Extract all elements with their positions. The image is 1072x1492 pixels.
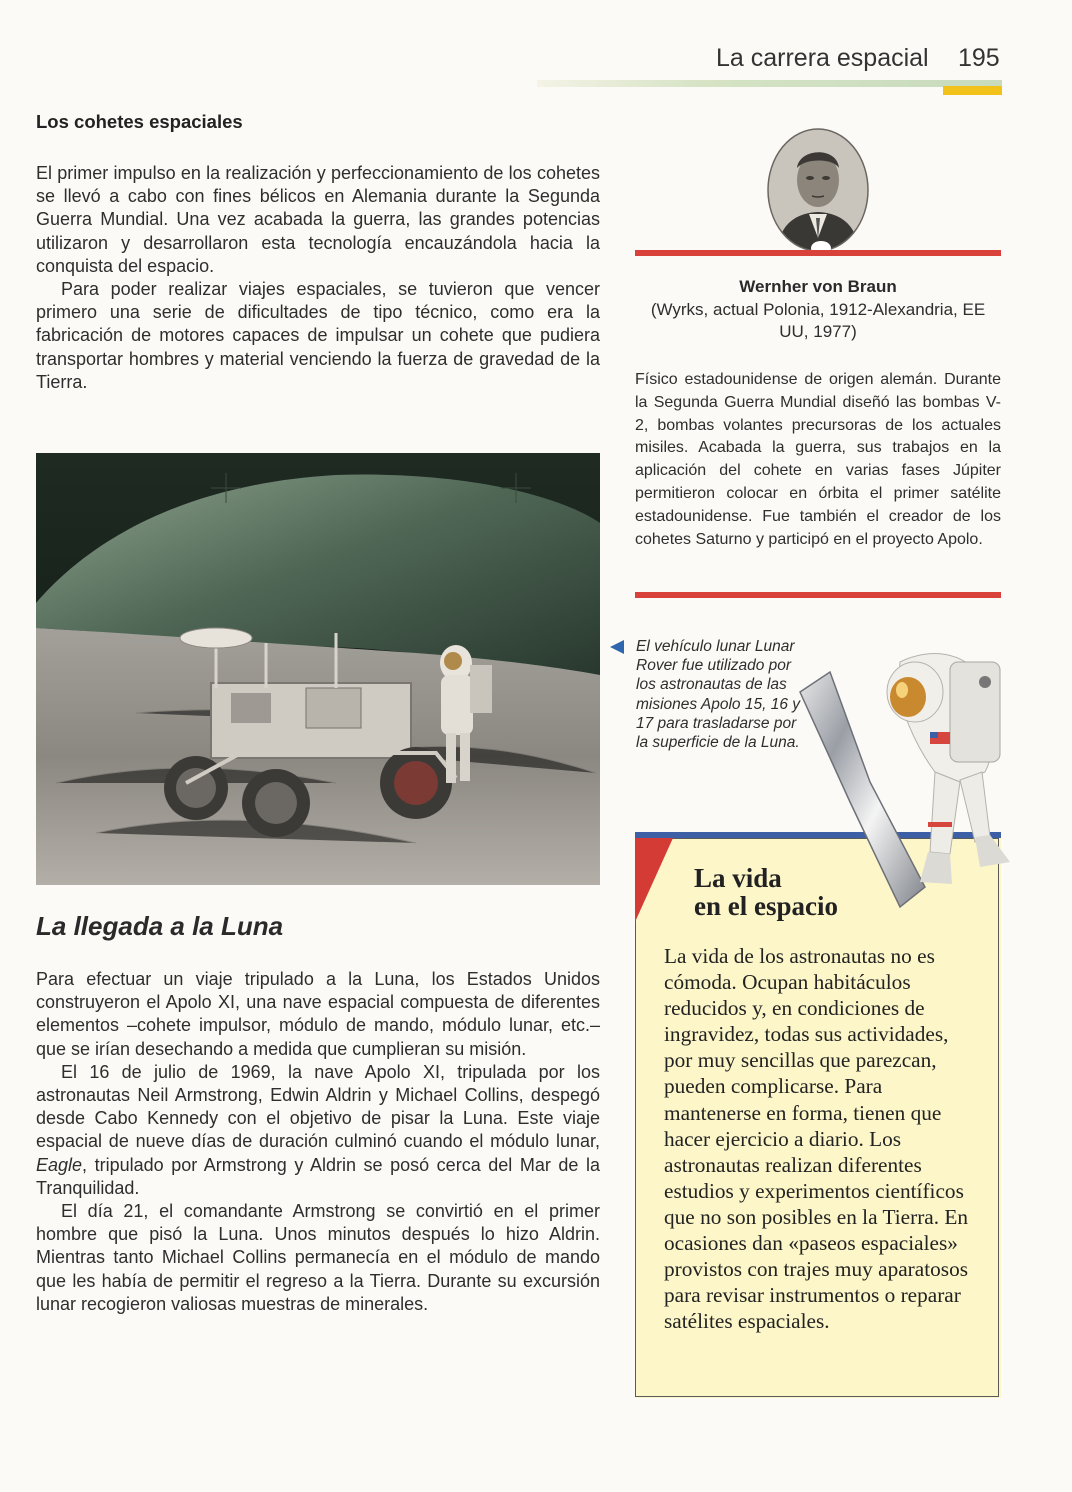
- photo-caption: El vehículo lunar Lunar Rover fue utilizado por los astronautas de las misiones Apolo 15, 16 y 17 para trasladarse por la superficie de la Luna.: [636, 638, 800, 752]
- luna-heading: La llegada a la Luna: [36, 911, 284, 941]
- header-rule: [537, 80, 1002, 87]
- eagle-name: Eagle: [36, 1154, 83, 1175]
- intro-text: [36, 162, 600, 394]
- page-number: 195: [958, 44, 1000, 72]
- intro-paragraph-2: Para poder realizar viajes espaciales, se tuvieron que vencer primero una serie de dificultades de tipo técnico, como era la fabricación de motores capaces de impulsar un cohete que pudiera transportar hombres y material venciendo la fuerza de gravedad de la Tierra.: [36, 279, 600, 392]
- luna-paragraph-2: El 16 de julio de 1969, la nave Apolo XI, tripulada por los astronautas Neil Armstrong, Edwin Aldrin y Michael Collins, despegó desde Cabo Kennedy con el objetivo de pisar la Luna. Este viaje espacial de nueve días de duración culminó cuando el módulo lunar, Eagle, tripulado por Armstrong y Aldrin se posó cerca del Mar de la Tranquilidad.: [36, 1061, 600, 1198]
- spacewalk-astronaut-image: [790, 622, 1022, 932]
- luna-paragraph-3: El día 21, el comandante Armstrong se convirtió en el primer hombre que pisó la Luna. Unos minutos después lo hizo Aldrin. Mientras tanto Michael Collins permanecía en el módulo de mando que les había de permitir el regreso a la Tierra. Durante su excursión lunar recogieron valiosas muestras de minerales.: [36, 1201, 600, 1314]
- biography-top-rule: [635, 250, 1001, 256]
- space-life-box-text: La vida de los astronautas no es cómoda. Ocupan habitáculos reducidos y, en condiciones de ingravidez, todas sus actividades, por muy sencillas que parezcan, pueden complicarse. Para mantenerse en forma, tienen que hacer ejercicio a diario. Los astronautas realizan diferentes estudios y experimentos científicos que no son posibles en la Tierra. En ocasiones dan «paseos espaciales» provistos con trajes muy aparatosos para revisar instrumentos o reparar satélites espaciales.: [664, 944, 969, 1334]
- header-accent-bar: [943, 86, 1002, 95]
- intro-paragraph-1: El primer impulso en la realización y perfeccionamiento de los cohetes se llevó a cabo con fines bélicos en Alemania durante la Segunda Guerra Mundial. Una vez acabada la guerra, las grandes potencias utilizaron y desarrollaron esta tecnología encauzándola hacia la conquista del espacio.: [36, 163, 600, 276]
- luna-text: [36, 968, 600, 1316]
- biography-name: Wernher von Braun: [739, 277, 897, 296]
- lunar-rover-photo: [36, 453, 600, 885]
- space-life-box-corner: [635, 838, 673, 922]
- page-header-title: La carrera espacial: [716, 44, 929, 72]
- biography-dates: (Wyrks, actual Polonia, 1912-Alexandria, EE UU, 1977): [650, 300, 986, 341]
- biography-bottom-rule: [635, 592, 1001, 598]
- von-braun-portrait: [767, 128, 869, 253]
- luna-paragraph-1: Para efectuar un viaje tripulado a la Luna, los Estados Unidos construyeron el Apolo XI, una nave espacial compuesta de diferentes elementos –cohete impulsor, módulo de mando, módulo lunar, etc.– que se irían desechando a medida que cumplieran su misión.: [36, 969, 600, 1059]
- space-life-box-title: La vida en el espacio: [694, 863, 838, 921]
- caption-pointer-icon: [610, 640, 624, 654]
- biography-text: Físico estadounidense de origen alemán. Durante la Segunda Guerra Mundial diseñó las bombas V-2, bombas volantes precursoras de los actuales misiles. Acabada la guerra, sus trabajos en la aplicación del cohete en varias fases Júpiter permitieron colocar en órbita el primer satélite estadounidense. Fue también el creador de los cohetes Saturno y participó en el proyecto Apolo.: [635, 371, 1001, 548]
- section-heading: Los cohetes espaciales: [36, 111, 243, 132]
